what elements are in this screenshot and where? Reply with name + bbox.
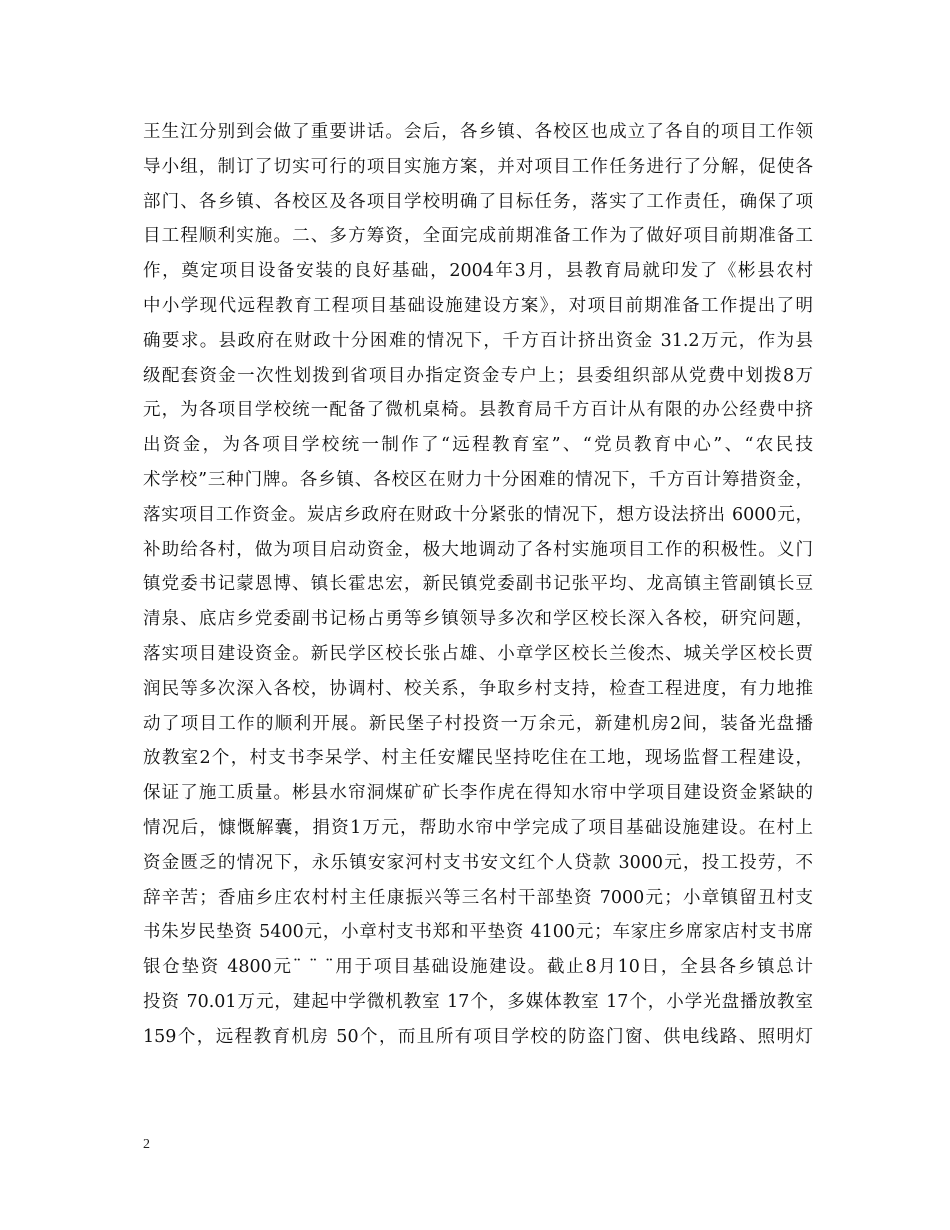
text-line-12: 落实项目工作资金。炭店乡政府在财政十分紧张的情况下，想方设法挤出 6000元，	[143, 504, 813, 525]
text-line-17: 润民等多次深入各校，协调村、校关系，争取乡村支持，检查工程进度，有力地推	[143, 678, 813, 699]
text-line-21: 情况后，慷慨解囊，捐资1万元，帮助水帘中学完成了项目基础设施建设。在村上	[143, 817, 813, 838]
text-line-22: 资金匮乏的情况下，永乐镇安家河村支书安文红个人贷款 3000元，投工投劳，不	[143, 852, 813, 873]
page-number: 2	[143, 1137, 150, 1152]
text-line-8: 级配套资金一次性划拨到省项目办指定资金专户上；县委组织部从党费中划拨8万	[143, 365, 813, 386]
text-line-23: 辞辛苦；香庙乡庄农村村主任康振兴等三名村干部垫资 7000元；小章镇留丑村支	[143, 887, 813, 908]
text-line-1: 王生江分别到会做了重要讲话。会后，各乡镇、各校区也成立了各自的项目工作领	[143, 122, 813, 142]
text-line-18: 动了项目工作的顺利开展。新民堡子村投资一万余元，新建机房2间，装备光盘播	[143, 713, 813, 734]
text-line-15: 清泉、底店乡党委副书记杨占勇等乡镇领导多次和学区校长深入各校，研究问题，	[143, 609, 813, 630]
text-line-13: 补助给各村，做为项目启动资金，极大地调动了各村实施项目工作的积极性。义门	[143, 539, 813, 560]
text-line-11: 术学校”三种门牌。各乡镇、各校区在财力十分困难的情况下，千方百计筹措资金，	[143, 469, 813, 490]
text-line-6: 中小学现代远程教育工程项目基础设施建设方案》，对项目前期准备工作提出了明	[143, 295, 813, 316]
text-line-3: 部门、各乡镇、各校区及各项目学校明确了目标任务，落实了工作责任，确保了项	[143, 191, 813, 212]
text-line-24: 书朱岁民垫资 5400元，小章村支书郑和平垫资 4100元；车家庄乡席家店村支书席	[143, 922, 813, 943]
text-line-4: 目工程顺利实施。二、多方筹资，全面完成前期准备工作为了做好项目前期准备工	[143, 226, 813, 247]
text-line-19: 放教室2个，村支书李呆学、村主任安耀民坚持吃住在工地，现场监督工程建设，	[143, 748, 813, 769]
text-line-5: 作，奠定项目设备安装的良好基础，2004年3月，县教育局就印发了《彬县农村	[143, 261, 813, 282]
text-line-10: 出资金，为各项目学校统一制作了“远程教育室”、“党员教育中心”、“农民技	[143, 435, 813, 456]
text-line-9: 元，为各项目学校统一配备了微机桌椅。县教育局千方百计从有限的办公经费中挤	[143, 400, 813, 421]
text-line-27: 159个，远程教育机房 50个，而且所有项目学校的防盗门窗、供电线路、照明灯	[143, 1026, 813, 1047]
body-text	[143, 115, 813, 1055]
text-line-26: 投资 70.01万元，建起中学微机教室 17个，多媒体教室 17个，小学光盘播放教室	[143, 991, 813, 1012]
text-line-14: 镇党委书记蒙恩博、镇长霍忠宏，新民镇党委副书记张平均、龙高镇主管副镇长豆	[143, 574, 813, 595]
text-line-2: 导小组，制订了切实可行的项目实施方案，并对项目工作任务进行了分解，促使各	[143, 156, 813, 177]
text-line-16: 落实项目建设资金。新民学区校长张占雄、小章学区校长兰俊杰、城关学区校长贾	[143, 643, 813, 664]
text-line-7: 确要求。县政府在财政十分困难的情况下，千方百计挤出资金 31.2万元，作为县	[143, 330, 813, 351]
text-line-25: 银仓垫资 4800元¨ ¨ ¨用于项目基础设施建设。截止8月10日，全县各乡镇总计	[143, 957, 813, 978]
text-line-20: 保证了施工质量。彬县水帘洞煤矿矿长李作虎在得知水帘中学项目建设资金紧缺的	[143, 783, 813, 804]
